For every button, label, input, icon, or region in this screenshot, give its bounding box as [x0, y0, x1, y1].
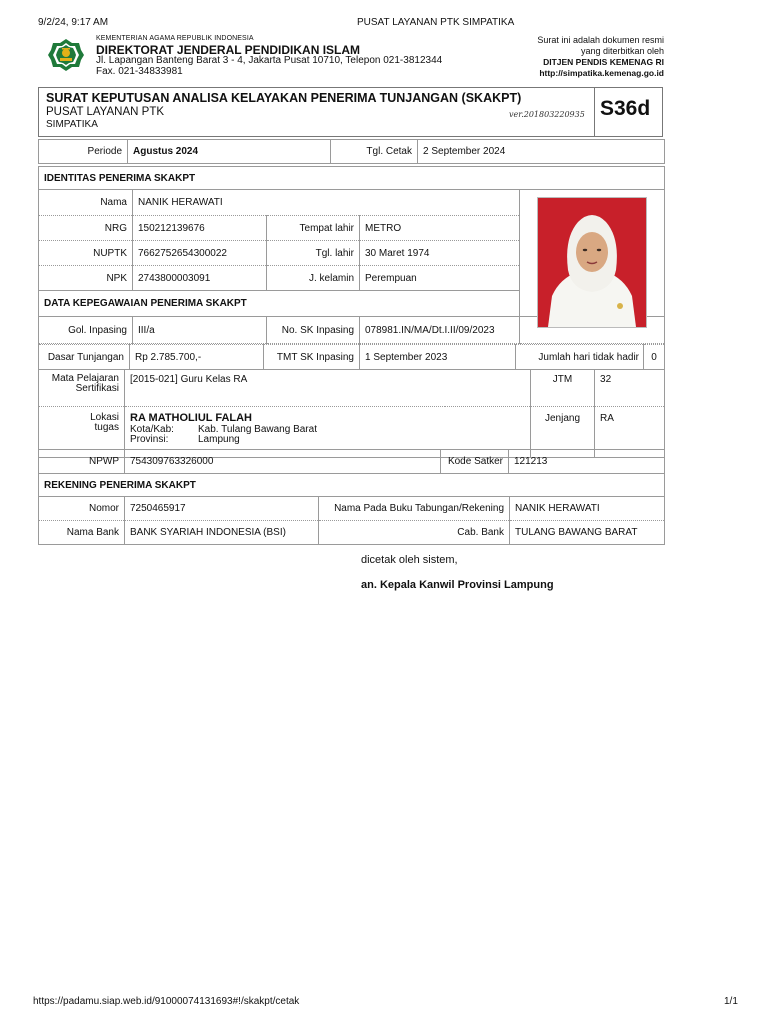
mapel-label: [39, 370, 125, 407]
jtm-value: 32: [595, 370, 665, 407]
tempat-lahir-label: Tempat lahir: [267, 216, 360, 241]
lokasi-kota-row: [130, 425, 525, 435]
sk-label: No. SK Inpasing: [267, 317, 360, 344]
nuptk-value: 7662752654300022: [133, 241, 267, 266]
tempat-lahir-value: METRO: [360, 216, 520, 241]
npwp-table: [38, 449, 665, 474]
lokasi-name: RA MATHOLIUL FALAH: [130, 412, 253, 424]
satker-value: 121213: [509, 450, 665, 474]
tgl-lahir-label: Tgl. lahir: [267, 241, 360, 266]
org-fax: Fax. 021-34833981: [96, 66, 183, 77]
absen-label: Jumlah hari tidak hadir: [516, 345, 644, 370]
tmt-label: TMT SK Inpasing: [264, 345, 360, 370]
identity-section-title: IDENTITAS PENERIMA SKAKPT: [39, 167, 665, 190]
print-url[interactable]: https://padamu.siap.web.id/91000074131693#!/skakpt/cetak: [33, 996, 300, 1007]
official-note-issuer: DITJEN PENDIS KEMENAG RI: [543, 57, 664, 67]
npwp-value: 754309763326000: [125, 450, 441, 474]
dasar-tunjangan-label: Dasar Tunjangan: [39, 345, 130, 370]
tmt-value: 1 September 2023: [360, 345, 516, 370]
nomor-rekening-label: Nomor: [39, 497, 125, 521]
kemenag-logo-icon: [47, 38, 85, 72]
jenis-kelamin-label: J. kelamin: [267, 266, 360, 291]
signatory: an. Kepala Kanwil Provinsi Lampung: [361, 579, 554, 591]
nama-bank-label: Nama Bank: [39, 521, 125, 545]
satker-label: Kode Satker: [441, 450, 509, 474]
allowance-table: [38, 344, 665, 370]
kota-value: Kab. Tulang Bawang Barat: [198, 424, 317, 435]
bank-table: [38, 473, 665, 545]
official-note-line2: yang diterbitkan oleh: [580, 46, 664, 56]
recipient-photo-image: [538, 198, 646, 327]
document-subtitle: PUSAT LAYANAN PTK: [46, 106, 165, 118]
print-datetime: 9/2/24, 9:17 AM: [38, 17, 109, 28]
prov-value: Lampung: [198, 434, 240, 445]
print-page-number: 1/1: [724, 996, 738, 1007]
nama-buku-value: NANIK HERAWATI: [510, 497, 665, 521]
prov-label: Provinsi:: [130, 434, 169, 445]
assignment-table: [38, 369, 665, 458]
dasar-tunjangan-value: Rp 2.785.700,-: [130, 345, 264, 370]
nama-label: Nama: [39, 190, 133, 216]
period-label: Periode: [39, 140, 128, 164]
gol-label: Gol. Inpasing: [39, 317, 133, 344]
nama-buku-label: Nama Pada Buku Tabungan/Rekening: [319, 497, 510, 521]
nuptk-label: NUPTK: [39, 241, 133, 266]
cabang-bank-value: TULANG BAWANG BARAT: [510, 521, 665, 545]
jenis-kelamin-value: Perempuan: [360, 266, 520, 291]
period-table: [38, 139, 665, 164]
mapel-label-line2: Sertifikasi: [75, 383, 119, 394]
period-value: Agustus 2024: [128, 140, 331, 164]
document-code: S36d: [600, 97, 651, 120]
printed-by-system: dicetak oleh sistem,: [361, 554, 458, 566]
org-address: Jl. Lapangan Banteng Barat 3 - 4, Jakarta Pusat 10710, Telepon 021-3812344: [96, 55, 443, 66]
nrg-label: NRG: [39, 216, 133, 241]
absen-value: 0: [644, 345, 665, 370]
document-version: ver.201803220935: [509, 110, 585, 119]
jtm-label: JTM: [531, 370, 595, 407]
nomor-rekening-value: 7250465917: [125, 497, 319, 521]
document-subtitle-2: SIMPATIKA: [46, 119, 98, 130]
nrg-value: 150212139676: [133, 216, 267, 241]
jenjang-label: Jenjang: [531, 407, 595, 458]
recipient-photo: [537, 197, 647, 328]
lokasi-label-line1: Lokasi: [90, 412, 119, 423]
employment-section-title: DATA KEPEGAWAIAN PENERIMA SKAKPT: [39, 291, 520, 317]
nama-value: NANIK HERAWATI: [133, 190, 520, 216]
print-page-title: PUSAT LAYANAN PTK SIMPATIKA: [357, 17, 515, 28]
kota-label: Kota/Kab:: [130, 424, 174, 435]
directorate-name: DIREKTORAT JENDERAL PENDIDIKAN ISLAM: [96, 43, 361, 57]
print-date-label: Tgl. Cetak: [331, 140, 418, 164]
lokasi-prov-row: [130, 435, 525, 445]
sk-value: 078981.IN/MA/Dt.I.II/09/2023: [360, 317, 520, 344]
mapel-label-line1: Mata Pelajaran: [51, 373, 119, 384]
official-note-url[interactable]: http://simpatika.kemenag.go.id: [539, 68, 664, 78]
npwp-label: NPWP: [39, 450, 125, 474]
npk-value: 2743800003091: [133, 266, 267, 291]
mapel-value: [2015-021] Guru Kelas RA: [125, 370, 531, 407]
bank-section-title: REKENING PENERIMA SKAKPT: [39, 474, 665, 497]
nama-bank-value: BANK SYARIAH INDONESIA (BSI): [125, 521, 319, 545]
official-note-line1: Surat ini adalah dokumen resmi: [537, 35, 664, 45]
official-note: [464, 35, 664, 79]
npk-label: NPK: [39, 266, 133, 291]
gol-value: III/a: [133, 317, 267, 344]
lokasi-label-line2: tugas: [94, 422, 119, 433]
tgl-lahir-value: 30 Maret 1974: [360, 241, 520, 266]
ministry-name: KEMENTERIAN AGAMA REPUBLIK INDONESIA: [96, 35, 254, 42]
jenjang-value: RA: [595, 407, 665, 458]
cabang-bank-label: Cab. Bank: [319, 521, 510, 545]
print-date-value: 2 September 2024: [418, 140, 665, 164]
document-title: SURAT KEPUTUSAN ANALISA KELAYAKAN PENERIMA TUNJANGAN (SKAKPT): [46, 91, 522, 105]
